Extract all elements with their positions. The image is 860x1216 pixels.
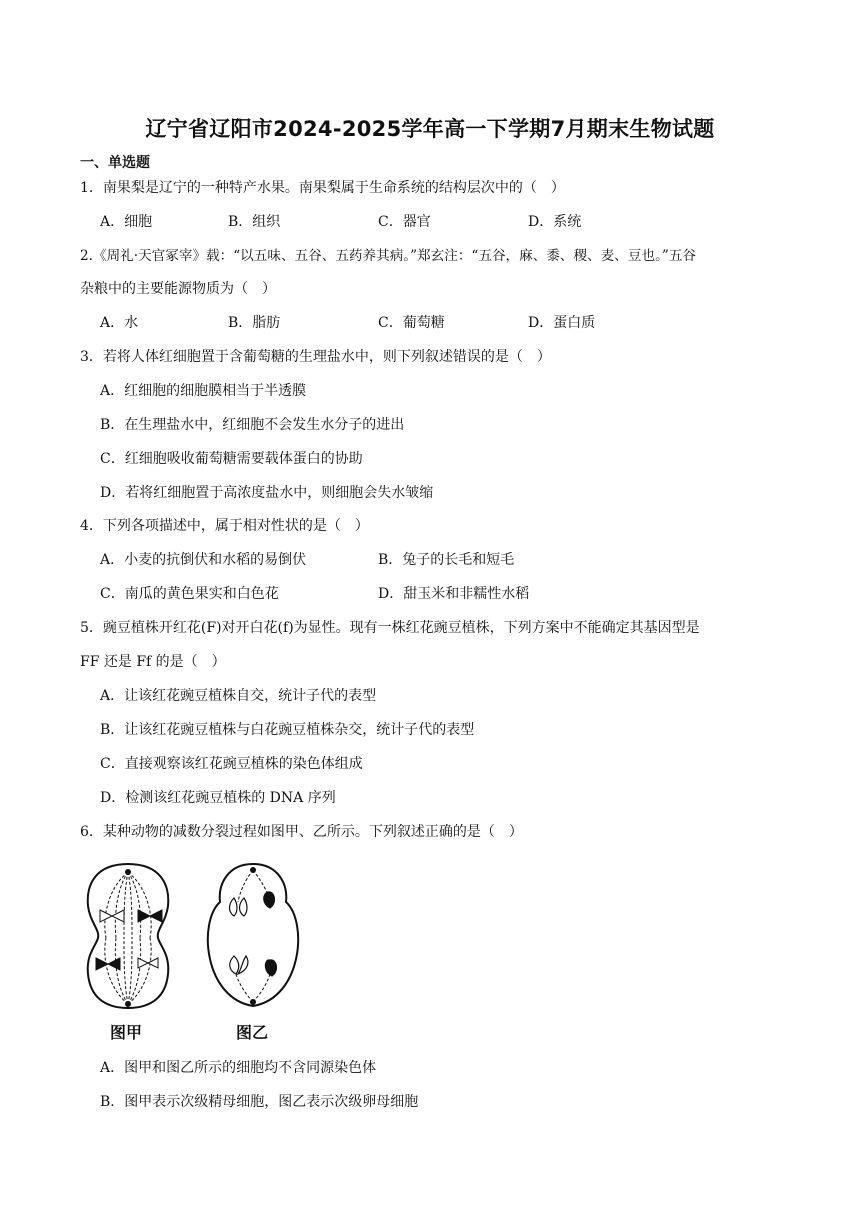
q2-option-b: B．脂肪: [228, 315, 281, 331]
q1-option-b: B．组织: [228, 214, 281, 230]
question-6-stem: 6．某种动物的减数分裂过程如图甲、乙所示。下列叙述正确的是（ ）: [80, 824, 523, 840]
q1-option-d: D．系统: [528, 214, 582, 230]
section-heading: 一、单选题: [80, 155, 150, 171]
q4-option-c: C．南瓜的黄色果实和白色花: [100, 586, 279, 602]
figure-b-cell: [208, 864, 298, 1006]
q4-option-b: B．兔子的长毛和短毛: [378, 552, 515, 568]
meiosis-diagram: [78, 858, 328, 1018]
q3-option-c: C．红细胞吸收葡萄糖需要载体蛋白的协助: [100, 451, 363, 467]
q3-option-b: B．在生理盐水中，红细胞不会发生水分子的进出: [100, 417, 405, 433]
q1-option-c: C．器官: [378, 214, 431, 230]
q2-option-d: D．蛋白质: [528, 315, 596, 331]
question-2-stem-line1: 2.《周礼·天官冢宰》载：“以五味、五谷、五药养其病。”郑玄注：“五谷，麻、黍、稷、麦、豆也。”五谷: [80, 248, 697, 264]
q6-option-b: B．图甲表示次级精母细胞，图乙表示次级卵母细胞: [100, 1094, 419, 1110]
question-2-stem-line2: 杂粮中的主要能源物质为（ ）: [80, 281, 276, 297]
figure-b-caption: 图乙: [236, 1023, 269, 1042]
meiosis-figure: [78, 858, 328, 1048]
figure-a-caption: 图甲: [110, 1023, 143, 1042]
question-5-stem-line2: FF 还是 Ff 的是（ ）: [80, 654, 226, 670]
q1-option-a: A．细胞: [100, 214, 153, 230]
figure-b-chromosomes: [230, 892, 277, 976]
question-4-stem: 4．下列各项描述中，属于相对性状的是（ ）: [80, 518, 369, 534]
q6-option-a: A．图甲和图乙所示的细胞均不含同源染色体: [100, 1060, 377, 1076]
figure-a-cell: [88, 864, 169, 1008]
q2-option-a: A．水: [100, 315, 139, 331]
q3-option-d: D．若将红细胞置于高浓度盐水中，则细胞会失水皱缩: [100, 485, 434, 501]
question-1-stem: 1．南果梨是辽宁的一种特产水果。南果梨属于生命系统的结构层次中的（ ）: [80, 180, 565, 196]
q5-option-c: C．直接观察该红花豌豆植株的染色体组成: [100, 756, 363, 772]
q2-option-c: C．葡萄糖: [378, 315, 445, 331]
question-5-stem-line1: 5．豌豆植株开红花(F)对开白花(f)为显性。现有一株红花豌豆植株，下列方案中不能确定其基因型是: [80, 620, 700, 636]
q5-option-d: D．检测该红花豌豆植株的 DNA 序列: [100, 790, 336, 806]
figure-a-spindle: [105, 872, 151, 1004]
q4-option-a: A．小麦的抗倒伏和水稻的易倒伏: [100, 552, 307, 568]
question-3-stem: 3．若将人体红细胞置于含葡萄糖的生理盐水中，则下列叙述错误的是（ ）: [80, 349, 551, 365]
q5-option-a: A．让该红花豌豆植株自交，统计子代的表型: [100, 688, 377, 704]
q4-option-d: D．甜玉米和非糯性水稻: [378, 586, 530, 602]
page-title: 辽宁省辽阳市2024-2025学年高一下学期7月期末生物试题: [145, 117, 715, 141]
q5-option-b: B．让该红花豌豆植株与白花豌豆植株杂交，统计子代的表型: [100, 722, 475, 738]
q3-option-a: A．红细胞的细胞膜相当于半透膜: [100, 383, 307, 399]
figure-b-spindle: [234, 870, 272, 1002]
